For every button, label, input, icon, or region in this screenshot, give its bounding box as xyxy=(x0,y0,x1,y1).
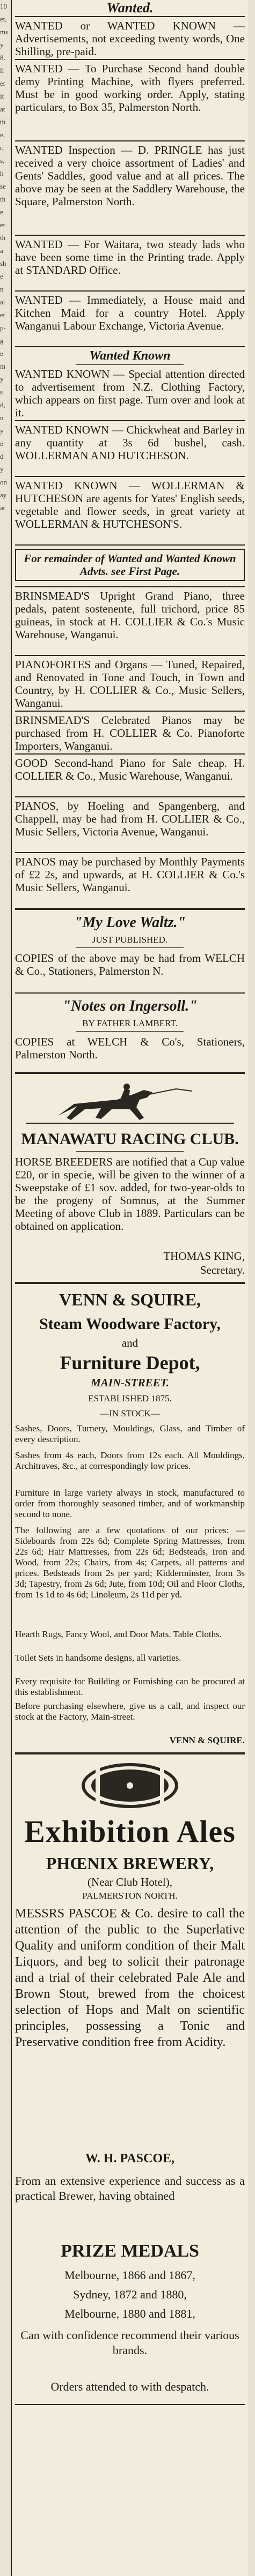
divider xyxy=(15,908,245,910)
divider xyxy=(15,290,245,292)
strip-fragment: m xyxy=(0,362,6,370)
divider xyxy=(15,711,245,712)
waltz-body: COPIES of the above may be had from WELCH & Co., Stationers, Palmerston N. xyxy=(15,952,245,977)
venn-factory: Steam Woodware Factory, xyxy=(39,1315,221,1333)
ingersoll-title: "Notes on Ingersoll." xyxy=(62,998,198,1014)
ingersoll-author: BY FATHER LAMBERT. xyxy=(82,1018,178,1028)
strip-fragment: ay xyxy=(0,491,7,499)
venn-name: VENN & SQUIRE, xyxy=(59,1290,201,1309)
strip-fragment: y. xyxy=(0,41,5,49)
strip-fragment: on xyxy=(0,478,7,486)
wanted-inspection-saddles: WANTED Inspection — D. PRINGLE has just received a very choice assortment of Ladies' and Gents' Saddles, good value and at all prices. The above may be seen at the Saddlery Warehouse, the Square, Palmerston North. xyxy=(15,144,245,208)
divider xyxy=(15,544,245,546)
divider xyxy=(15,586,245,587)
divider xyxy=(76,364,184,365)
waltz-subtitle: JUST PUBLISHED. xyxy=(92,935,168,945)
strip-fragment: ms xyxy=(0,28,9,36)
strip-fragment: al xyxy=(0,298,5,306)
venn-and: and xyxy=(121,1336,139,1349)
divider xyxy=(15,852,245,853)
venn-quotations: The following are a few quotations of our prices: — Sideboards from 22s 6d; Complete Spring Mattresses, from 22s 6d; Hair Mattresses, from 22s 6d; Bedsteads, Iron and Wood, from 22s; Chairs, from 4s; Carpets, all patterns and prices. Bedsteads from 2s per yard; Kidderminster, from 3s 3d; Tapestry, from 2s 6d; Jute, from 10d; Oil and Floor Cloths, from 1s 1d to 4s 6d; Linoleum, 2s 11d per yd. xyxy=(15,1525,245,1600)
venn-stock-items: Sashes, Doors, Turnery, Mouldings, Glass, and Timber of every description. xyxy=(15,1423,245,1444)
strip-fragment: r, xyxy=(0,144,4,152)
secondhand-piano: GOOD Second-hand Piano for Sale cheap. H. COLLIER & Co., Music Warehouse, Wanganui. xyxy=(15,757,245,782)
recommend-brands: Can with confidence recommend their various brands. xyxy=(20,2328,239,2357)
divider xyxy=(15,1072,245,1074)
strip-fragment: et, xyxy=(0,15,7,23)
strip-fragment: sh xyxy=(0,259,6,267)
wanted-printing-lads: WANTED — For Waitara, two steady lads who have been some time in the Printing trade. Apply at STANDARD Office. xyxy=(15,238,245,277)
barrel-icon xyxy=(15,1759,245,1812)
divider xyxy=(15,1752,245,1754)
divider xyxy=(15,796,245,797)
strip-fragment: th xyxy=(0,195,6,203)
ingersoll-body: COPIES at WELCH & Co's, Stationers, Palmerston North. xyxy=(15,1035,245,1061)
racehorse-illustration xyxy=(15,1078,245,1126)
divider xyxy=(15,59,245,60)
divider xyxy=(15,235,245,236)
racing-notice-body: HORSE BREEDERS are notified that a Cup value £20, or in specie, will be given to the winner of a Sweepstake of £1 sov. added, for two-year-olds to be the progeny of Somnus, at the Summer Meeting of above Club in 1889. Particulars can be obtained on application. xyxy=(15,1155,245,1233)
medal-melbourne-1866: Melbourne, 1866 and 1867, xyxy=(64,2268,195,2282)
divider xyxy=(15,2404,245,2405)
strip-fragment: se xyxy=(0,182,6,190)
strip-fragment: y xyxy=(0,375,4,383)
divider xyxy=(76,1031,184,1032)
advertisement-column xyxy=(11,0,248,2576)
venn-furniture-stock: Furniture in large variety always in stock, manufactured to order from thoroughly seasoned timber, and of workmanship second to none. xyxy=(15,1488,245,1519)
divider xyxy=(15,655,245,656)
strip-fragment: 10 xyxy=(0,2,7,10)
strip-fragment: er xyxy=(0,221,6,229)
pascoe-body: MESSRS PASCOE & Co. desire to call the attention of the public to the Superlative Quality and uniform condition of their Malt Liquors, and beg to solicit their patronage and a trial of their celebrated Pale Ale and Brown Stout, brewed from the choicest selection of Hops and Malt on scientific principles, possessing a Tonic and Preservative condition free from Acidity. xyxy=(15,1907,245,2049)
venn-rugs: Hearth Rugs, Fancy Wool, and Door Mats. Table Cloths. xyxy=(15,1629,222,1639)
medal-sydney: Sydney, 1872 and 1880, xyxy=(73,2288,187,2301)
wanted-known-header: Wanted Known xyxy=(89,349,171,363)
strip-fragment: n xyxy=(0,414,4,422)
divider xyxy=(76,947,184,948)
hoeling-pianos: PIANOS, by Hoeling and Spangenberg, and Chappell, may be had from H. COLLIER & Co., Music Sellers, Victoria Avenue, Wanganui. xyxy=(15,800,245,838)
strip-fragment: p- xyxy=(0,324,6,332)
venn-established: ESTABLISHED 1875. xyxy=(88,1393,172,1403)
strip-fragment: y xyxy=(0,427,4,435)
divider xyxy=(15,992,245,994)
monthly-payment-pianos: PIANOS may be purchased by Monthly Payments of £2 2s, and upwards, at H. COLLIER & Co.'s Music Sellers, Wanganui. xyxy=(15,855,245,894)
strip-fragment: e xyxy=(0,439,3,447)
strip-fragment: h xyxy=(0,169,4,177)
venn-requisites: Every requisite for Building or Furnishing can be procured at this establishment. xyxy=(15,1676,245,1697)
wanted-ad-rates: WANTED or WANTED KNOWN — Advertisements, not exceeding twenty words, One Shilling, pre-paid. xyxy=(15,19,245,58)
pascoe-name: W. H. PASCOE, xyxy=(85,2152,175,2166)
strip-fragment: th xyxy=(0,118,6,126)
venn-in-stock: —IN STOCK— xyxy=(100,1408,160,1418)
wanted-house-maid: WANTED — Immediately, a House maid and Kitchen Maid for a country Hotel. Apply Wanganui Labour Exchange, Victoria Avenue. xyxy=(15,294,245,332)
brewery-town: PALMERSTON NORTH. xyxy=(82,1891,178,1901)
divider xyxy=(76,1151,184,1152)
section-header: Wanted. xyxy=(106,0,154,16)
strip-fragment: a xyxy=(0,247,3,255)
strip-fragment: at xyxy=(0,504,5,512)
venn-furniture-depot: Furniture Depot, xyxy=(60,1352,200,1373)
strip-fragment: et xyxy=(0,311,5,319)
phoenix-brewery-name: PHŒNIX BREWERY, xyxy=(46,1854,214,1873)
strip-fragment: s xyxy=(0,388,3,396)
strip-fragment: e xyxy=(0,272,3,280)
divider xyxy=(15,140,245,141)
wanted-printing-machine: WANTED — To Purchase Second hand double demy Printing Machine, with flyers preferred. Must be in good working order. Apply, stating particulars, to Box 35, Palmerston North. xyxy=(15,62,245,114)
brewery-location-note: (Near Club Hotel), xyxy=(87,1876,173,1888)
racing-secretary-name: THOMAS KING, xyxy=(163,1250,245,1263)
racing-club-title: MANAWATU RACING CLUB. xyxy=(21,1130,239,1148)
brinsmead-upright-piano: BRINSMEAD'S Upright Grand Piano, three pedals, patent sostenente, full trichord, price 85 guineas, in stock at H. COLLIER & Co.'s Music Warehouse, Wanganui. xyxy=(15,589,245,641)
strip-fragment: y xyxy=(0,465,4,473)
exhibition-ales-title: Exhibition Ales xyxy=(24,1814,236,1849)
racing-secretary-title: Secretary. xyxy=(200,1264,245,1276)
strip-fragment: ll xyxy=(0,66,4,74)
first-page-notice: For remainder of Wanted and Wanted Known Advts. see First Page. xyxy=(15,549,245,581)
waltz-title: "My Love Waltz." xyxy=(74,914,186,931)
racehorse-icon xyxy=(15,1078,245,1126)
strip-fragment: th xyxy=(0,234,6,242)
strip-fragment: e, xyxy=(0,131,5,139)
divider xyxy=(15,753,245,755)
strip-fragment: s, xyxy=(0,156,5,165)
divider xyxy=(15,420,245,421)
strip-fragment: it xyxy=(0,92,4,100)
divider xyxy=(15,16,245,17)
strip-fragment: d xyxy=(0,452,4,460)
brinsmead-celebrated-pianos: BRINSMEAD'S Celebrated Pianos may be purchased from H. COLLIER & Co. Pianoforte Importers, Wanganui. xyxy=(15,714,245,752)
adjacent-column-strip xyxy=(0,0,9,512)
strip-fragment: e xyxy=(0,208,3,216)
strip-fragment: er xyxy=(0,79,6,87)
divider xyxy=(15,1282,245,1284)
strip-fragment: n xyxy=(0,285,4,293)
divider xyxy=(15,346,245,347)
wanted-known-clothing: WANTED KNOWN — Special attention directed to advertisement from N.Z. Clothing Factory, which appears on first page. Turn over and look at it. xyxy=(15,368,245,419)
barrel-illustration xyxy=(15,1759,245,1812)
pianofortes-tuned: PIANOFORTES and Organs — Tuned, Repaired, and Renovated in Tone and Touch, in Town and Country, by H. COLLIER & Co., Music Sellers, Wanganui. xyxy=(15,658,245,710)
orders-despatch: Orders attended to with despatch. xyxy=(50,2380,209,2393)
venn-street: MAIN-STREET. xyxy=(91,1376,169,1389)
strip-fragment: 8. xyxy=(0,54,5,62)
venn-toilet-sets: Toilet Sets in handsome designs, all varieties. xyxy=(15,1653,181,1663)
strip-fragment: at xyxy=(0,105,5,113)
pascoe-experience: From an extensive experience and success as a practical Brewer, having obtained xyxy=(15,2174,245,2202)
strip-fragment: g xyxy=(0,337,4,345)
divider xyxy=(15,476,245,477)
medal-melbourne-1880: Melbourne, 1880 and 1881, xyxy=(64,2307,195,2320)
strip-fragment: e xyxy=(0,349,3,357)
prize-medals-heading: PRIZE MEDALS xyxy=(61,2241,199,2261)
wanted-known-seeds: WANTED KNOWN — WOLLERMAN & HUTCHESON are agents for Yates' English seeds, vegetable and flower seeds, in great variety at WOLLERMAN & HUTCHESON'S. xyxy=(15,479,245,531)
venn-inspect-stock: Before purchasing elsewhere, give us a call, and inspect our stock at the Factory, Main-street. xyxy=(15,1701,245,1722)
venn-signature: VENN & SQUIRE. xyxy=(169,1735,245,1745)
wanted-known-wheat-barley: WANTED KNOWN — Chickwheat and Barley in any quantity at 3s 6d bushel, cash. WOLLERMAN AND HUTCHESON. xyxy=(15,423,245,462)
strip-fragment: d, xyxy=(0,401,5,409)
venn-sash-prices: Sashes from 4s each, Doors from 12s each. All Mouldings, Architraves, &c., at correspondingly low prices. xyxy=(15,1450,245,1471)
